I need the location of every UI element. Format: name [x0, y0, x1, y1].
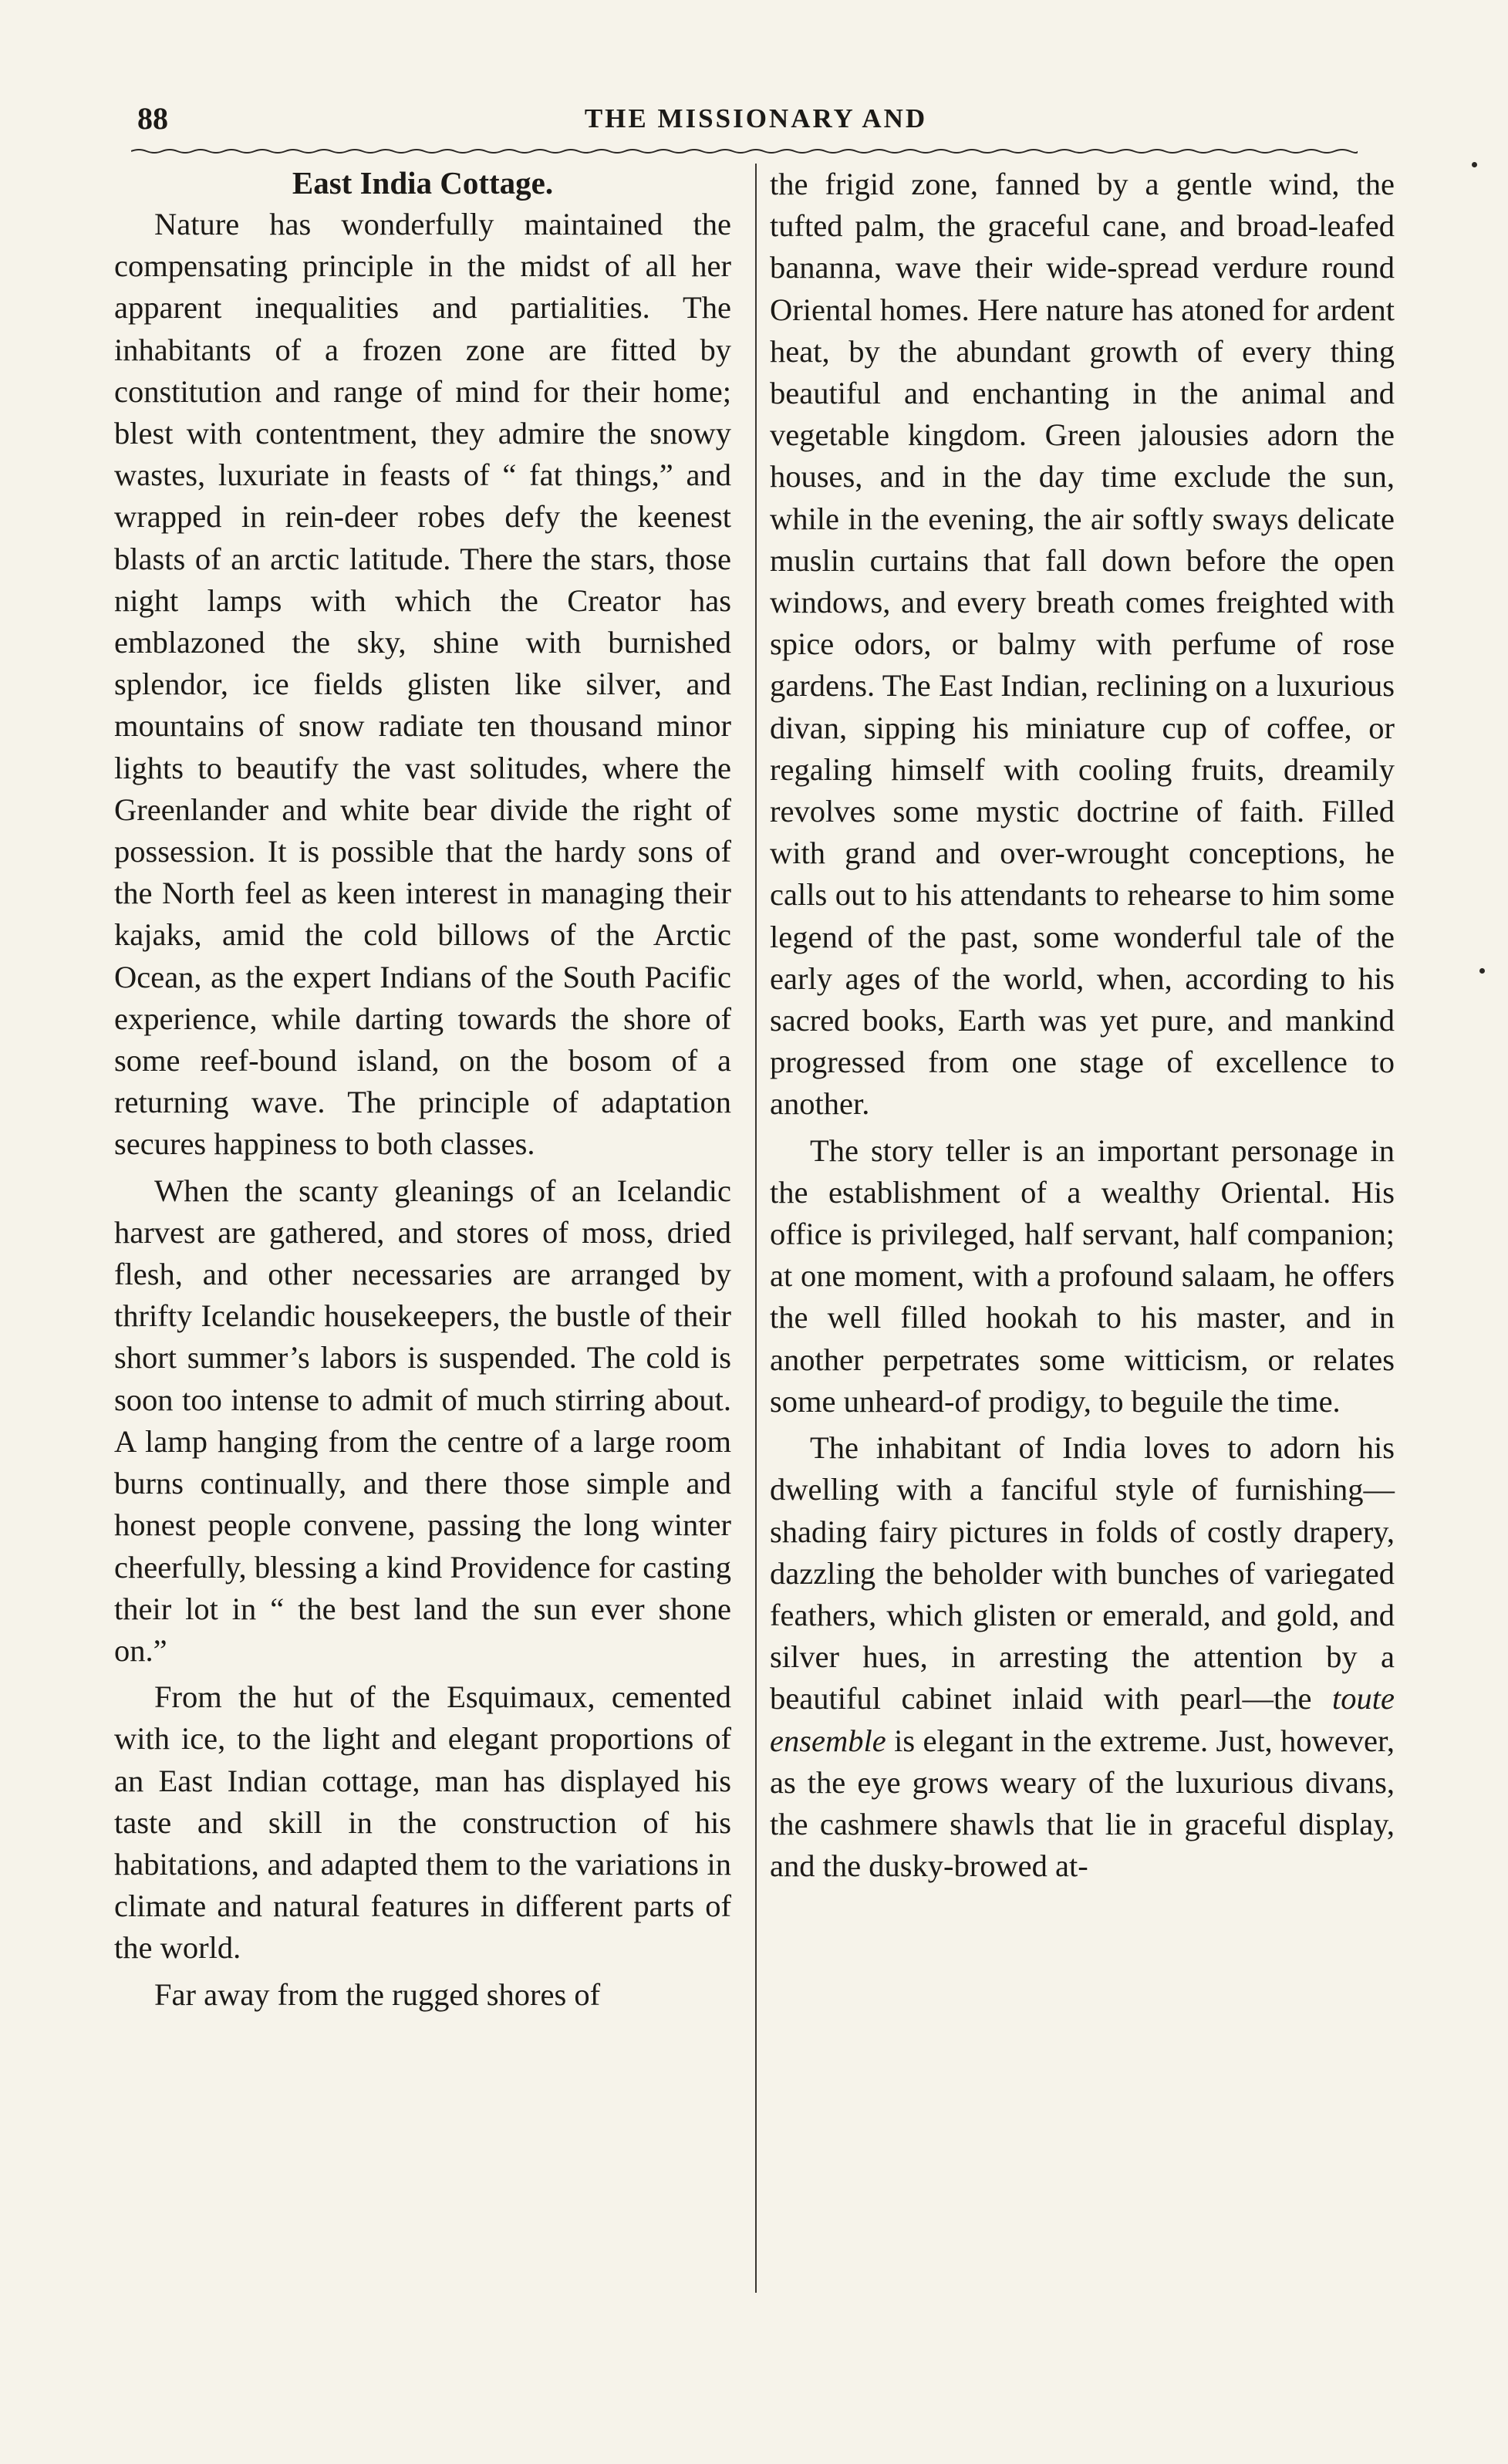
page-header — [116, 94, 1396, 140]
text-run: The inhabitant of India loves to adorn his dwelling with a fanciful style of furnishing—shading fairy pictures in folds of costly drapery, dazzling the beholder with bunches of variegated feathers, which glisten or emerald, and gold, and silver hues, in arresting the attention by a beautiful cabinet inlaid with pearl—the — [770, 1430, 1395, 1716]
margin-speck — [1472, 162, 1477, 167]
running-head: THE MISSIONARY AND — [584, 103, 928, 133]
paragraph: The story teller is an important personage in the establishment of a wealthy Oriental. His office is privileged, half servant, half companion; at one moment, with a profound salaam, he offers the well filled hookah to his master, and in another perpetrates some witticism, or relates some unheard-of prodigy, to beguile the time. — [770, 1132, 1395, 1419]
column-divider — [755, 164, 757, 2293]
paragraph: From the hut of the Esquimaux, cemented with ice, to the light and elegant proportions of an East Indian cottage, man has displayed his taste and skill in the construction of his habitations, and adapted them to the variations in climate and natural features in different parts of the world. — [114, 1679, 731, 1966]
text-run: is elegant in the extreme. Just, however, as the eye grows weary of the luxurious divans, the cashmere shawls that lie in graceful display, and the dusky-browed at- — [770, 1723, 1395, 1884]
article-title: East India Cottage. — [292, 165, 554, 201]
paragraph: When the scanty gleanings of an Icelandic harvest are gathered, and stores of moss, dried flesh, and other necessaries are arranged by thrifty Icelandic housekeepers, the bustle of their short summer’s labors is suspended. The cold is soon too intense to admit of much stirring about. A lamp hanging from the centre of a large room burns continually, and there those simple and honest people convene, passing the long winter cheerfully, blessing a kind Providence for casting their lot in “ the best land the sun ever shone on.” — [114, 1173, 731, 1668]
margin-speck — [1479, 968, 1485, 974]
page-number: 88 — [137, 101, 168, 136]
paragraph: Nature has wonderfully maintained the compensating principle in the midst of all her apparent inequalities and partialities. The inhabitants of a frozen zone are fitted by constitution and range of mind for their home; blest with contentment, they admire the snowy wastes, luxuriate in feasts of “ fat things,” and wrapped in rein-deer robes defy the keenest blasts of an arctic latitude. There the stars, those night lamps with which the Creator has emblazoned the sky, shine with burnished splendor, ice fields glisten like silver, and mountains of snow radiate ten thousand minor lights to beautify the vast solitudes, where the Greenlander and white bear divide the right of possession. It is possible that the hardy sons of the North feel as keen interest in managing their kajaks, amid the cold billows of the Arctic Ocean, as the expert Indians of the South Pacific experience, while darting towards the shore of some reef-bound island, on the bosom of a returning wave. The principle of adaptation secures happiness to both classes. — [114, 207, 731, 1162]
paragraph — [770, 1427, 1395, 1887]
paragraph: Far away from the rugged shores of — [154, 1976, 601, 2012]
left-column — [114, 164, 731, 2020]
italic-phrase: toute ensemble — [770, 1681, 1395, 1758]
right-column — [770, 164, 1395, 1892]
header-rule — [131, 147, 1358, 156]
paragraph: the frigid zone, fanned by a gentle wind, the tufted palm, the graceful cane, and broad-leafed bananna, wave their wide-spread verdure round Oriental homes. Here nature has atoned for ardent heat, by the abundant growth of every thing beautiful and enchanting in the animal and vegetable kingdom. Green jalousies adorn the houses, and in the day time exclude the sun, while in the evening, the air softly sways delicate muslin curtains that fall down before the open windows, and every breath comes freighted with spice odors, or balmy with perfume of rose gardens. The East Indian, reclining on a luxurious divan, sipping his miniature cup of coffee, or regaling himself with cooling fruits, dreamily revolves some mystic doctrine of faith. Filled with grand and over-wrought conceptions, he calls out to his attendants to rehearse to him some legend of the past, some wonderful tale of the early ages of the world, when, according to his sacred books, Earth was yet pure, and mankind progressed from one stage of excellence to another. — [770, 167, 1395, 1122]
